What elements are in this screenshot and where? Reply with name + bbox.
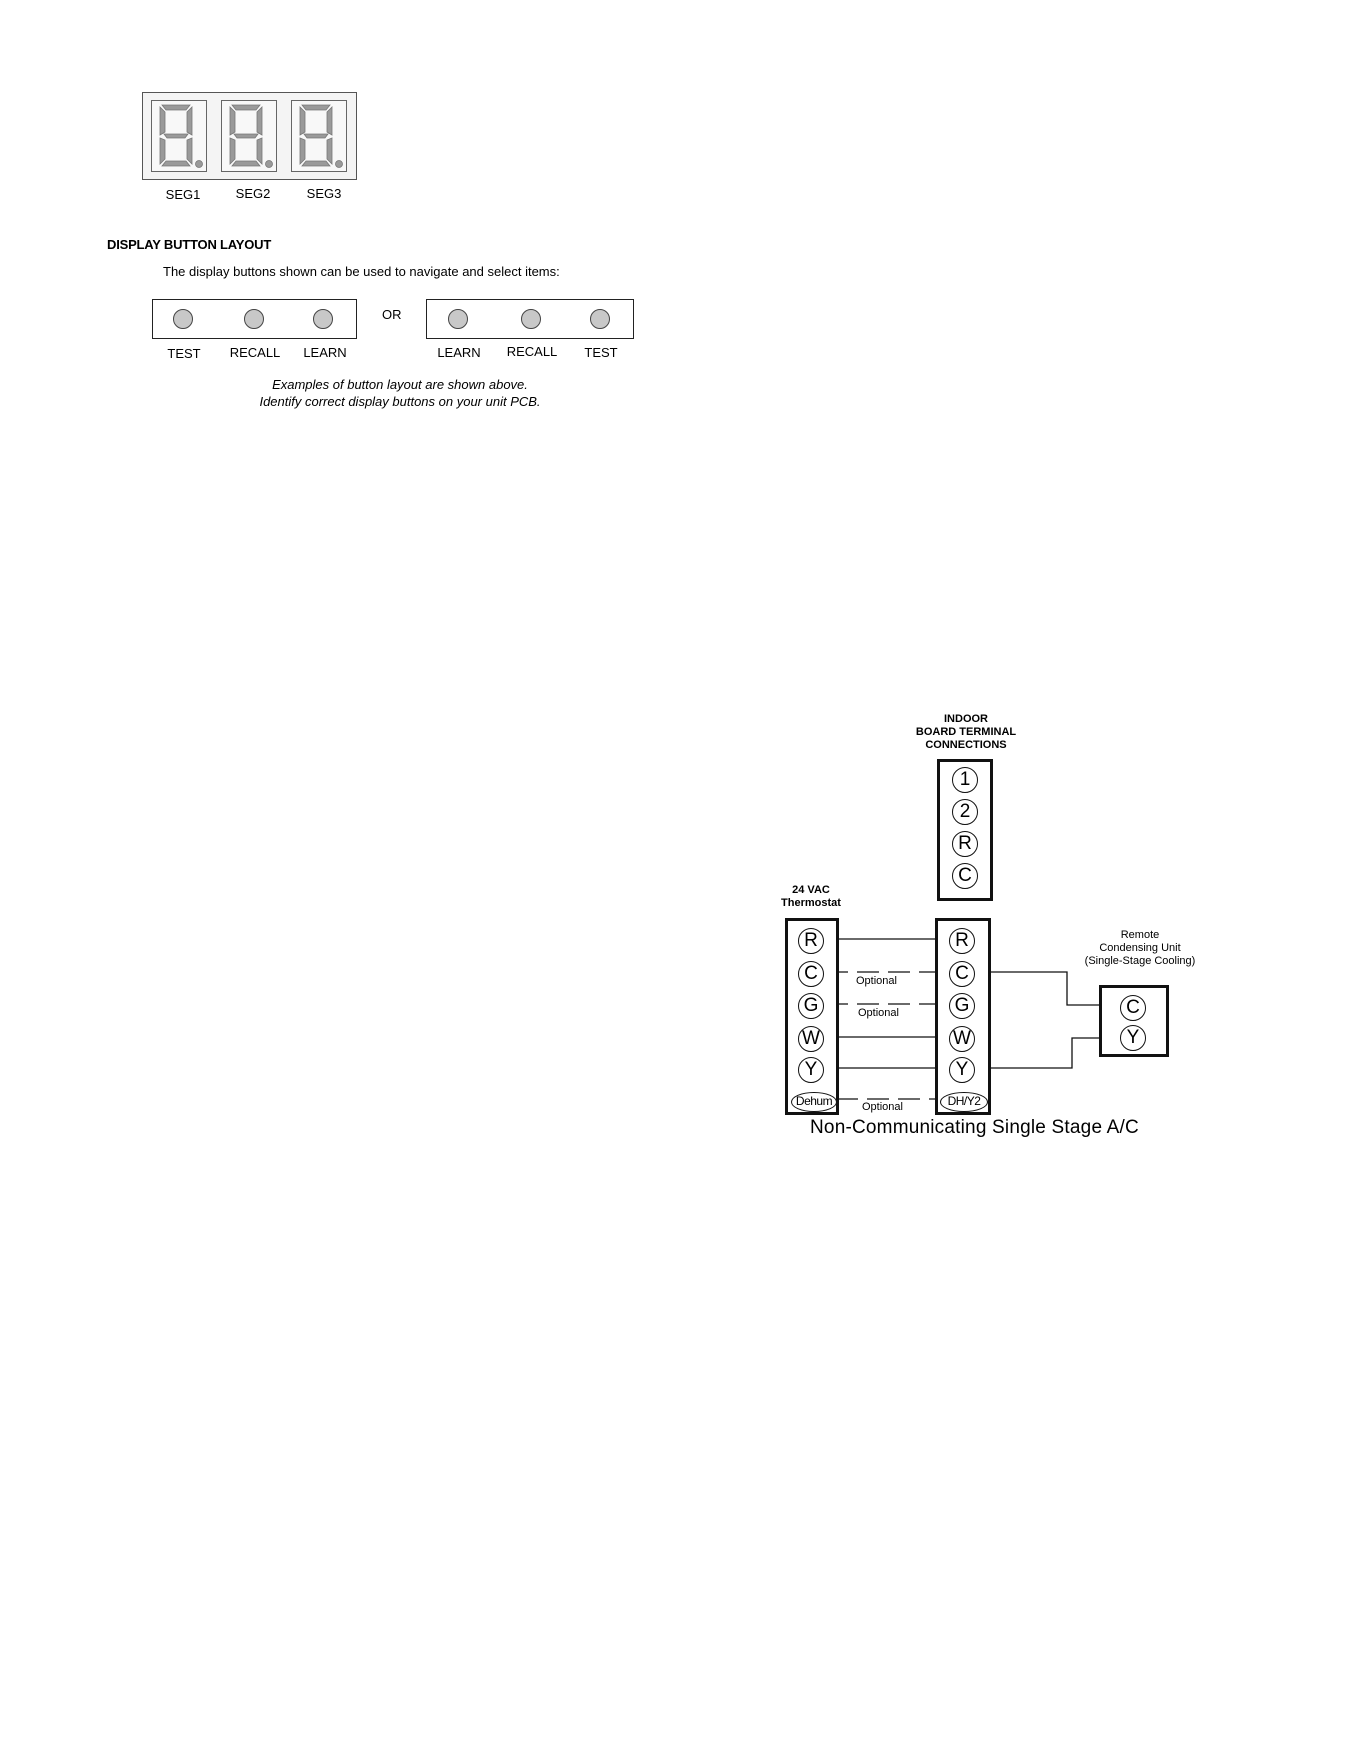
remote-terminal-y: Y: [1120, 1025, 1146, 1051]
indoor-terminal-c: C: [949, 961, 975, 987]
indoor-board-top-terminals: [937, 759, 993, 901]
button-label: LEARN: [303, 345, 347, 360]
remote-unit-heading: Remote Condensing Unit (Single-Stage Cooling): [1084, 929, 1196, 967]
indoor-terminal-dh-y2: DH/Y2: [940, 1092, 988, 1112]
remote-unit-terminals: [1099, 985, 1169, 1057]
button-label: TEST: [167, 346, 201, 361]
layout-note-line-2: Identify correct display buttons on your unit PCB.: [259, 394, 541, 409]
thermostat-terminal-w: W: [798, 1026, 824, 1052]
optional-label-dehum: Optional: [862, 1101, 903, 1113]
layout-note-line-1: Examples of button layout are shown above.: [272, 377, 528, 392]
button-label: RECALL: [229, 345, 281, 360]
thermostat-terminal-c: C: [798, 961, 824, 987]
thermostat-heading: 24 VAC Thermostat: [781, 884, 841, 909]
indoor-terminal-y: Y: [949, 1057, 975, 1083]
segment-label-1: SEG1: [165, 187, 201, 202]
or-separator: OR: [382, 307, 402, 322]
segment-label-2: SEG2: [235, 186, 271, 201]
button-label: RECALL: [506, 344, 558, 359]
wire-y-to-remote: [976, 1038, 1101, 1068]
indoor-terminal-w: W: [949, 1026, 975, 1052]
thermostat-terminal-y: Y: [798, 1057, 824, 1083]
thermostat-terminal-r: R: [798, 928, 824, 954]
indoor-board-bottom-terminals: [935, 918, 991, 1115]
indoor-terminal-r: R: [949, 928, 975, 954]
thermostat-terminal-g: G: [798, 993, 824, 1019]
terminal-2: 2: [952, 799, 978, 825]
button-label: LEARN: [437, 345, 481, 360]
terminal-r: R: [952, 831, 978, 857]
thermostat-terminals: [785, 918, 839, 1115]
remote-terminal-c: C: [1120, 995, 1146, 1021]
terminal-c: C: [952, 863, 978, 889]
optional-label-g: Optional: [858, 1007, 899, 1019]
segment-label-3: SEG3: [306, 186, 342, 201]
indoor-board-heading: INDOOR BOARD TERMINAL CONNECTIONS: [915, 713, 1017, 751]
button-label: TEST: [584, 345, 618, 360]
terminal-1: 1: [952, 767, 978, 793]
indoor-terminal-g: G: [949, 993, 975, 1019]
diagram-title: Non-Communicating Single Stage A/C: [810, 1117, 1139, 1138]
section-description: The display buttons shown can be used to navigate and select items:: [163, 264, 560, 279]
wire-c-to-remote: [976, 972, 1101, 1005]
optional-label-c: Optional: [856, 975, 897, 987]
section-heading: DISPLAY BUTTON LAYOUT: [107, 237, 272, 252]
thermostat-terminal-dehum: Dehum: [791, 1092, 837, 1112]
